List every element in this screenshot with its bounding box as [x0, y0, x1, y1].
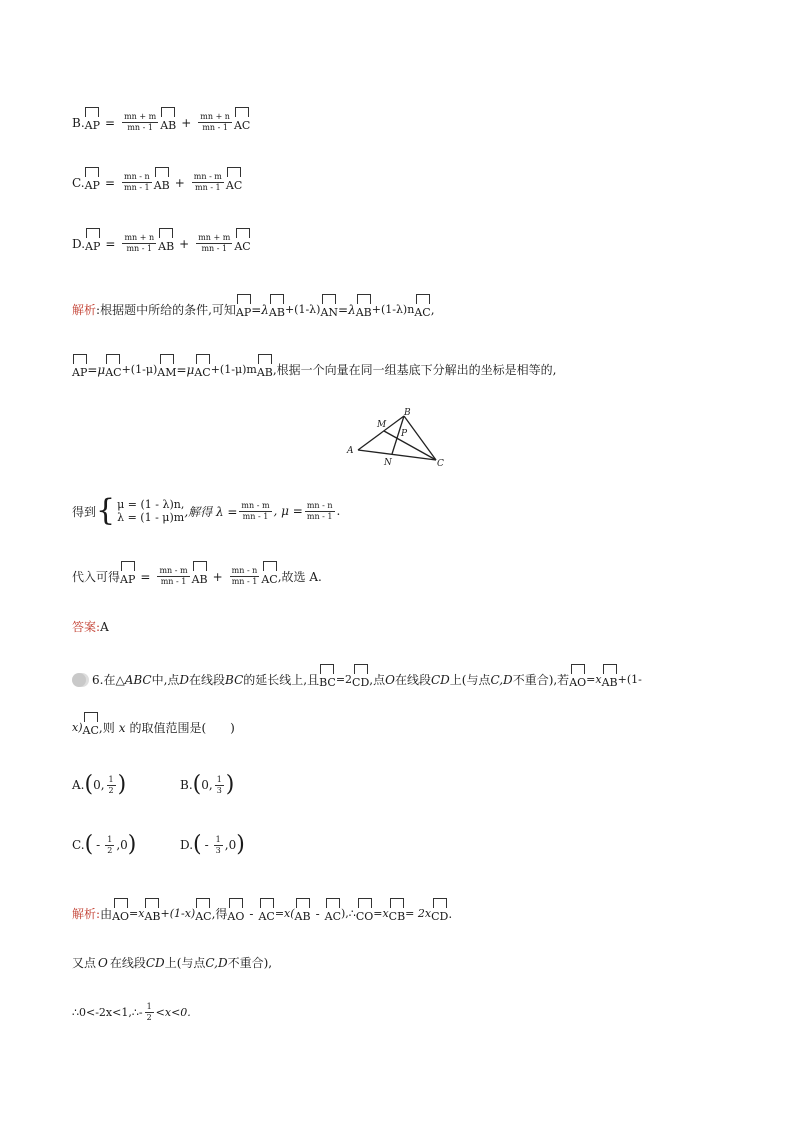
- option-letter: C.: [72, 175, 85, 190]
- analysis-line-1: 解析 : 根据题中所给的条件,可知 AP =λ AB +(1-λ) AN =λ AB +(1-λ)n AC ,: [72, 300, 435, 319]
- q6-option-d: D. ( - $\frac{1}{3}$ , 0 ): [180, 832, 245, 857]
- vector-ac: AC: [234, 234, 250, 253]
- label-m: M: [377, 420, 387, 430]
- question-6-line-2: x) AC ,则 x 的取值范围是( ): [72, 718, 235, 737]
- question-marker-icon: [72, 673, 86, 687]
- segment-mc: [384, 431, 436, 460]
- side-bc: [404, 416, 436, 460]
- q6-options-row-1: [72, 774, 234, 796]
- solve-line: 得到 { μ = (1 - λ)n, λ = (1 - μ)m ,解得 λ = $\frac{mn - m}{mn - 1}$ , μ = $\frac{mn - n}{mn - 1}$ .: [72, 493, 341, 528]
- vector-ac: AC: [226, 173, 242, 192]
- analysis-line-2: AP =μ AC +(1-μ) AM =μ AC +(1-μ)m AB ,根据一个向量在同一组基底下分解出的坐标是相等的,: [72, 360, 557, 379]
- analysis-text: 根据题中所给的条件,可知: [100, 303, 236, 317]
- vector-ac: AC: [234, 113, 250, 132]
- analysis-line-4: 又点 O 在线段 CD 上(与点 C,D 不重合),: [72, 955, 273, 970]
- label-p: P: [401, 429, 408, 439]
- q6-option-c: C. ( - $\frac{1}{2}$ , 0 ): [72, 832, 137, 857]
- substitute-line: 代入可得 AP = $\frac{mn - m}{mn - 1}$ AB + $\frac{mn - n}{mn - 1}$ AC ,故选 A.: [72, 566, 322, 586]
- q6-option-a: A. ( 0 , $\frac{1}{2}$ ): [72, 772, 127, 797]
- vector-ab: AB: [154, 173, 170, 192]
- fraction: $\frac{mn + n}{mn - 1}$: [200, 112, 230, 132]
- question-6-line-1: 6. 在△ ABC 中,点 D 在线段 BC 的延长线上,且 BC =2 CD ,点 O 在线段 CD 上(与点 C,D 不重合),若 AO =x AB +(1-: [72, 670, 642, 689]
- option-letter: B.: [72, 115, 85, 130]
- q6-option-b: B. ( 0 , $\frac{1}{3}$ ): [180, 772, 235, 797]
- answer-line: 答案 : A: [72, 619, 109, 634]
- option-letter: D.: [72, 236, 86, 251]
- option-b: B. AP = $\frac{mn + m}{mn - 1}$ AB + $\frac{mn + n}{mn - 1}$ AC: [72, 112, 251, 132]
- equation-system: μ = (1 - λ)n, λ = (1 - μ)m: [117, 498, 185, 524]
- option-c: C. AP = $\frac{mn - n}{mn - 1}$ AB + $\frac{mn - m}{mn - 1}$ AC: [72, 172, 243, 192]
- question-number: 6.: [92, 672, 104, 687]
- vector-ab: AB: [158, 234, 174, 253]
- q6-options-row-2: [72, 834, 245, 856]
- label-n: N: [384, 458, 392, 468]
- vector-ap: AP: [85, 173, 100, 192]
- fraction: $\frac{mn + m}{mn - 1}$: [198, 233, 231, 253]
- vector-ap: AP: [85, 113, 100, 132]
- label-b: B: [404, 408, 411, 418]
- analysis-label: 解析: [72, 303, 97, 317]
- label-a: A: [347, 446, 354, 456]
- answer-label: 答案: [72, 620, 97, 634]
- fraction: $\frac{mn + n}{mn - 1}$: [124, 233, 155, 253]
- analysis-label: 解析: [72, 907, 97, 921]
- label-c: C: [437, 459, 444, 469]
- option-d: D. AP = $\frac{mn + n}{mn - 1}$ AB + $\frac{mn + m}{mn - 1}$ AC: [72, 233, 251, 253]
- answer-value: A: [100, 619, 109, 634]
- analysis-line-5: ∴0<-2x<1,∴- $\frac{1}{2}$ <x<0.: [72, 1002, 191, 1022]
- system-brace: {: [96, 493, 116, 528]
- fraction: $\frac{mn - m}{mn - 1}$: [193, 172, 222, 192]
- fraction: $\frac{mn - n}{mn - 1}$: [124, 172, 150, 192]
- fraction: $\frac{mn + m}{mn - 1}$: [124, 112, 157, 132]
- side-ac: [358, 450, 436, 460]
- triangle-figure: [344, 404, 454, 472]
- vector-ap: AP: [85, 234, 100, 253]
- vector-ab: AB: [160, 113, 176, 132]
- analysis-line-3: 解析 : 由 AO =x AB +(1-x) AC ,得 AO - AC =x( AB - AC ),∴ CO =x CB = 2x CD .: [72, 904, 452, 923]
